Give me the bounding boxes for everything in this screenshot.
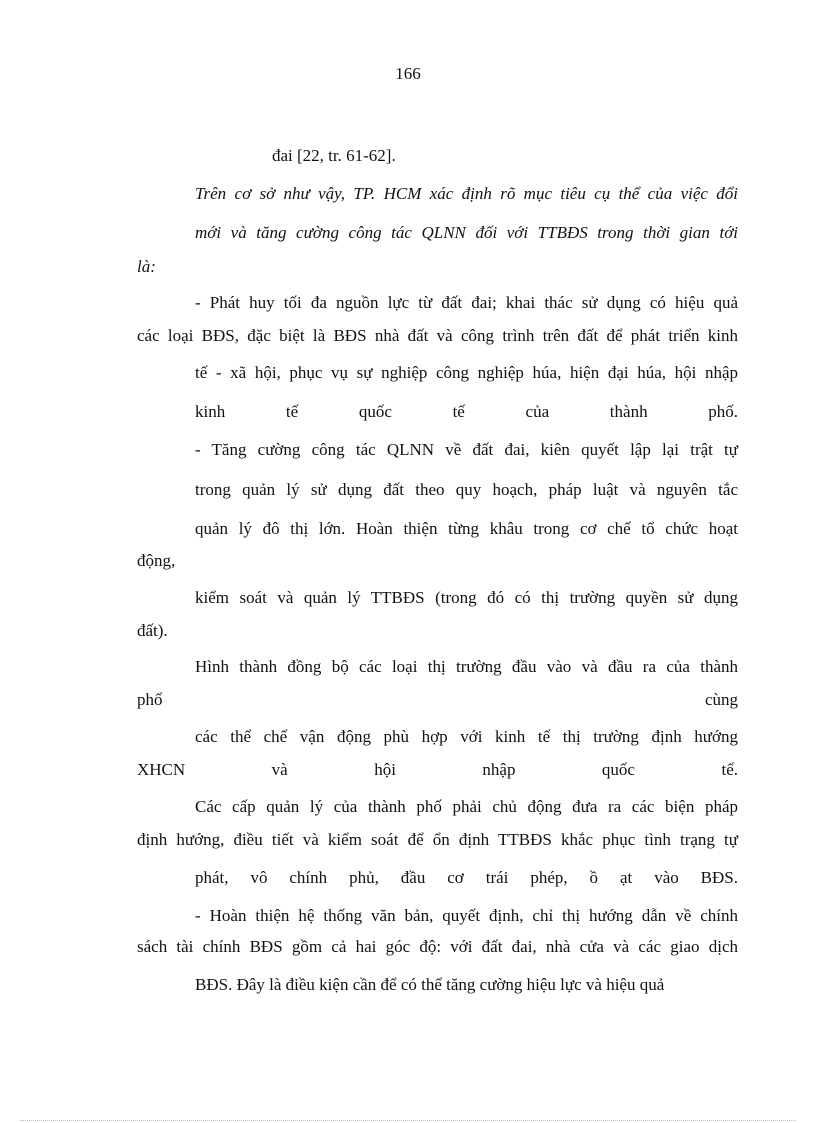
text-line: - Hoàn thiện hệ thống văn bản, quyết định, chỉ thị hướng dẫn về chính xyxy=(195,906,738,925)
text-line: là: xyxy=(137,257,156,276)
text-line: phát, vô chính phủ, đầu cơ trái phép, ồ ạt vào BĐS. xyxy=(195,868,738,887)
text-line: sách tài chính BĐS gồm cả hai góc độ: với đất đai, nhà cửa và các giao dịch xyxy=(137,937,738,956)
text-line: đất). xyxy=(137,621,168,640)
text-line: BĐS. Đây là điều kiện cần để có thể tăng cường hiệu lực và hiệu quả xyxy=(195,975,665,994)
text-line: Hình thành đồng bộ các loại thị trường đầu vào và đầu ra của thành xyxy=(195,657,738,676)
text-line: các thể chế vận động phù hợp với kinh tế thị trường định hướng xyxy=(195,727,738,746)
text-line: Các cấp quản lý của thành phố phải chủ động đưa ra các biện pháp xyxy=(195,797,738,816)
text-line: trong quản lý sử dụng đất theo quy hoạch, pháp luật và nguyên tắc xyxy=(195,480,738,499)
text-line: - Phát huy tối đa nguồn lực từ đất đai; khai thác sử dụng có hiệu quả xyxy=(195,293,738,312)
page-number: 166 xyxy=(395,64,421,83)
page-bottom-rule xyxy=(20,1120,796,1121)
text-line: Trên cơ sở như vậy, TP. HCM xác định rõ mục tiêu cụ thể của việc đổi xyxy=(195,184,738,203)
text-line: động, xyxy=(137,551,176,570)
text-line: - Tăng cường công tác QLNN về đất đai, kiên quyết lập lại trật tự xyxy=(195,440,738,459)
text-line: phố cùng xyxy=(137,690,738,709)
text-line: mới và tăng cường công tác QLNN đối với TTBĐS trong thời gian tới xyxy=(195,223,738,242)
text-line: kinh tế quốc tế của thành phố. xyxy=(195,402,738,421)
text-line: đai [22, tr. 61-62]. xyxy=(272,146,396,165)
text-line: XHCN và hội nhập quốc tế. xyxy=(137,760,738,779)
text-line: kiểm soát và quản lý TTBĐS (trong đó có thị trường quyền sử dụng xyxy=(195,588,738,607)
text-line: các loại BĐS, đặc biệt là BĐS nhà đất và công trình trên đất để phát triển kinh xyxy=(137,326,738,345)
text-line: quản lý đô thị lớn. Hoàn thiện từng khâu trong cơ chế tổ chức hoạt xyxy=(195,519,738,538)
text-line: tế - xã hội, phục vụ sự nghiệp công nghiệp húa, hiện đại húa, hội nhập xyxy=(195,363,738,382)
text-line: định hướng, điều tiết và kiểm soát để ổn định TTBĐS khắc phục tình trạng tự xyxy=(137,830,738,849)
